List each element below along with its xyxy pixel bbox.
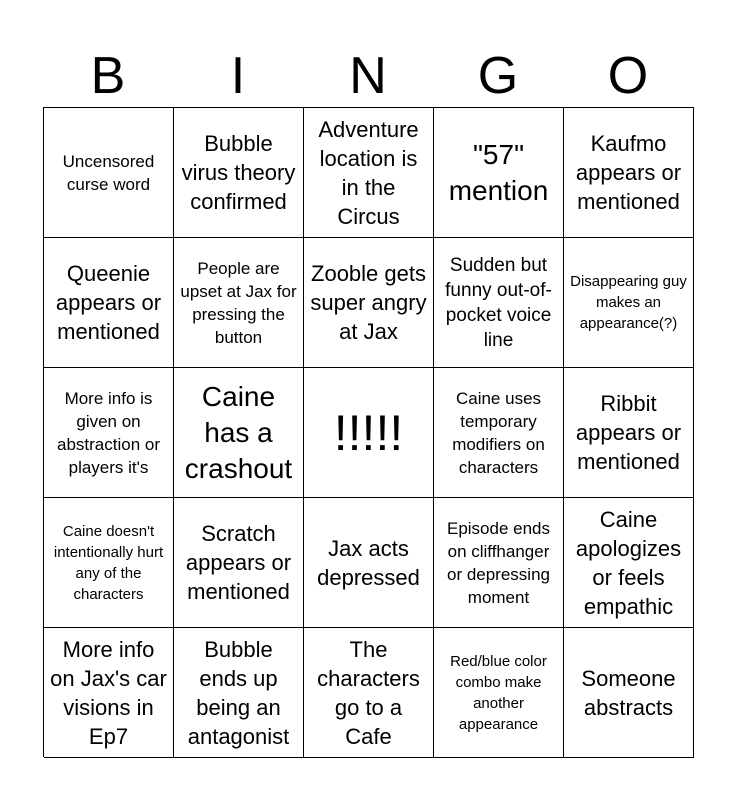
bingo-cell-1-4[interactable]: [434, 108, 564, 238]
bingo-cell-4-3[interactable]: [304, 498, 434, 628]
bingo-cell-1-3[interactable]: [304, 108, 434, 238]
bingo-cell-4-4[interactable]: [434, 498, 564, 628]
cell-text: More info is given on abstraction or players it's: [57, 388, 160, 477]
cell-text: Sudden but funny out-of-pocket voice line: [445, 254, 552, 351]
cell-text: Scratch appears or mentioned: [185, 521, 292, 604]
bingo-cell-5-3[interactable]: [304, 628, 434, 758]
cell-text: Caine has a crashout: [184, 380, 293, 484]
bingo-cell-1-5[interactable]: [564, 108, 694, 238]
bingo-cell-5-1[interactable]: [44, 628, 174, 758]
cell-text: Zooble gets super angry at Jax: [310, 261, 427, 344]
bingo-cell-3-5[interactable]: [564, 368, 694, 498]
bingo-cell-2-1[interactable]: [44, 238, 174, 368]
cell-text: Someone abstracts: [581, 665, 676, 720]
bingo-cell-2-4[interactable]: [434, 238, 564, 368]
cell-text: Red/blue color combo make another appearance: [450, 652, 547, 733]
cell-text: Disappearing guy makes an appearance(?): [570, 273, 687, 332]
bingo-header: [43, 46, 693, 106]
bingo-cell-3-2[interactable]: [174, 368, 304, 498]
cell-text: Queenie appears or mentioned: [55, 261, 162, 344]
header-letter-o: O: [607, 47, 649, 105]
cell-text: The characters go to a Cafe: [317, 636, 420, 749]
cell-text: Ribbit appears or mentioned: [575, 391, 682, 474]
bingo-cell-2-2[interactable]: [174, 238, 304, 368]
bingo-cell-4-1[interactable]: [44, 498, 174, 628]
cell-text: Jax acts depressed: [317, 535, 420, 590]
bingo-cell-3-3-free[interactable]: [304, 368, 434, 498]
cell-text: !!!!!: [333, 404, 404, 461]
cell-text: More info on Jax's car visions in Ep7: [50, 636, 167, 749]
bingo-cell-2-3[interactable]: [304, 238, 434, 368]
bingo-cell-4-2[interactable]: [174, 498, 304, 628]
bingo-cell-3-1[interactable]: [44, 368, 174, 498]
cell-text: Caine apologizes or feels empathic: [575, 506, 682, 619]
cell-text: Uncensored curse word: [62, 151, 155, 194]
header-letter-n: N: [349, 47, 387, 105]
cell-text: Caine uses temporary modifiers on characters: [452, 388, 545, 477]
cell-text: Bubble virus theory confirmed: [181, 131, 296, 214]
bingo-board: [43, 107, 694, 757]
header-letter-i: I: [230, 47, 246, 105]
cell-text: Episode ends on cliffhanger or depressing moment: [446, 518, 551, 607]
bingo-cell-3-4[interactable]: [434, 368, 564, 498]
header-letter-b: B: [90, 47, 126, 105]
cell-text: "57" mention: [448, 138, 549, 206]
cell-text: People are upset at Jax for pressing the button: [180, 258, 297, 347]
header-letter-g: G: [477, 47, 519, 105]
bingo-cell-2-5[interactable]: [564, 238, 694, 368]
cell-text: Caine doesn't intentionally hurt any of the characters: [53, 522, 164, 603]
cell-text: Adventure location is in the Circus: [318, 116, 419, 229]
bingo-cell-5-4[interactable]: [434, 628, 564, 758]
bingo-cell-5-2[interactable]: [174, 628, 304, 758]
bingo-cell-1-1[interactable]: [44, 108, 174, 238]
bingo-cell-4-5[interactable]: [564, 498, 694, 628]
cell-text: Kaufmo appears or mentioned: [575, 131, 682, 214]
cell-text: Bubble ends up being an antagonist: [187, 636, 290, 749]
bingo-cell-5-5[interactable]: [564, 628, 694, 758]
bingo-cell-1-2[interactable]: [174, 108, 304, 238]
